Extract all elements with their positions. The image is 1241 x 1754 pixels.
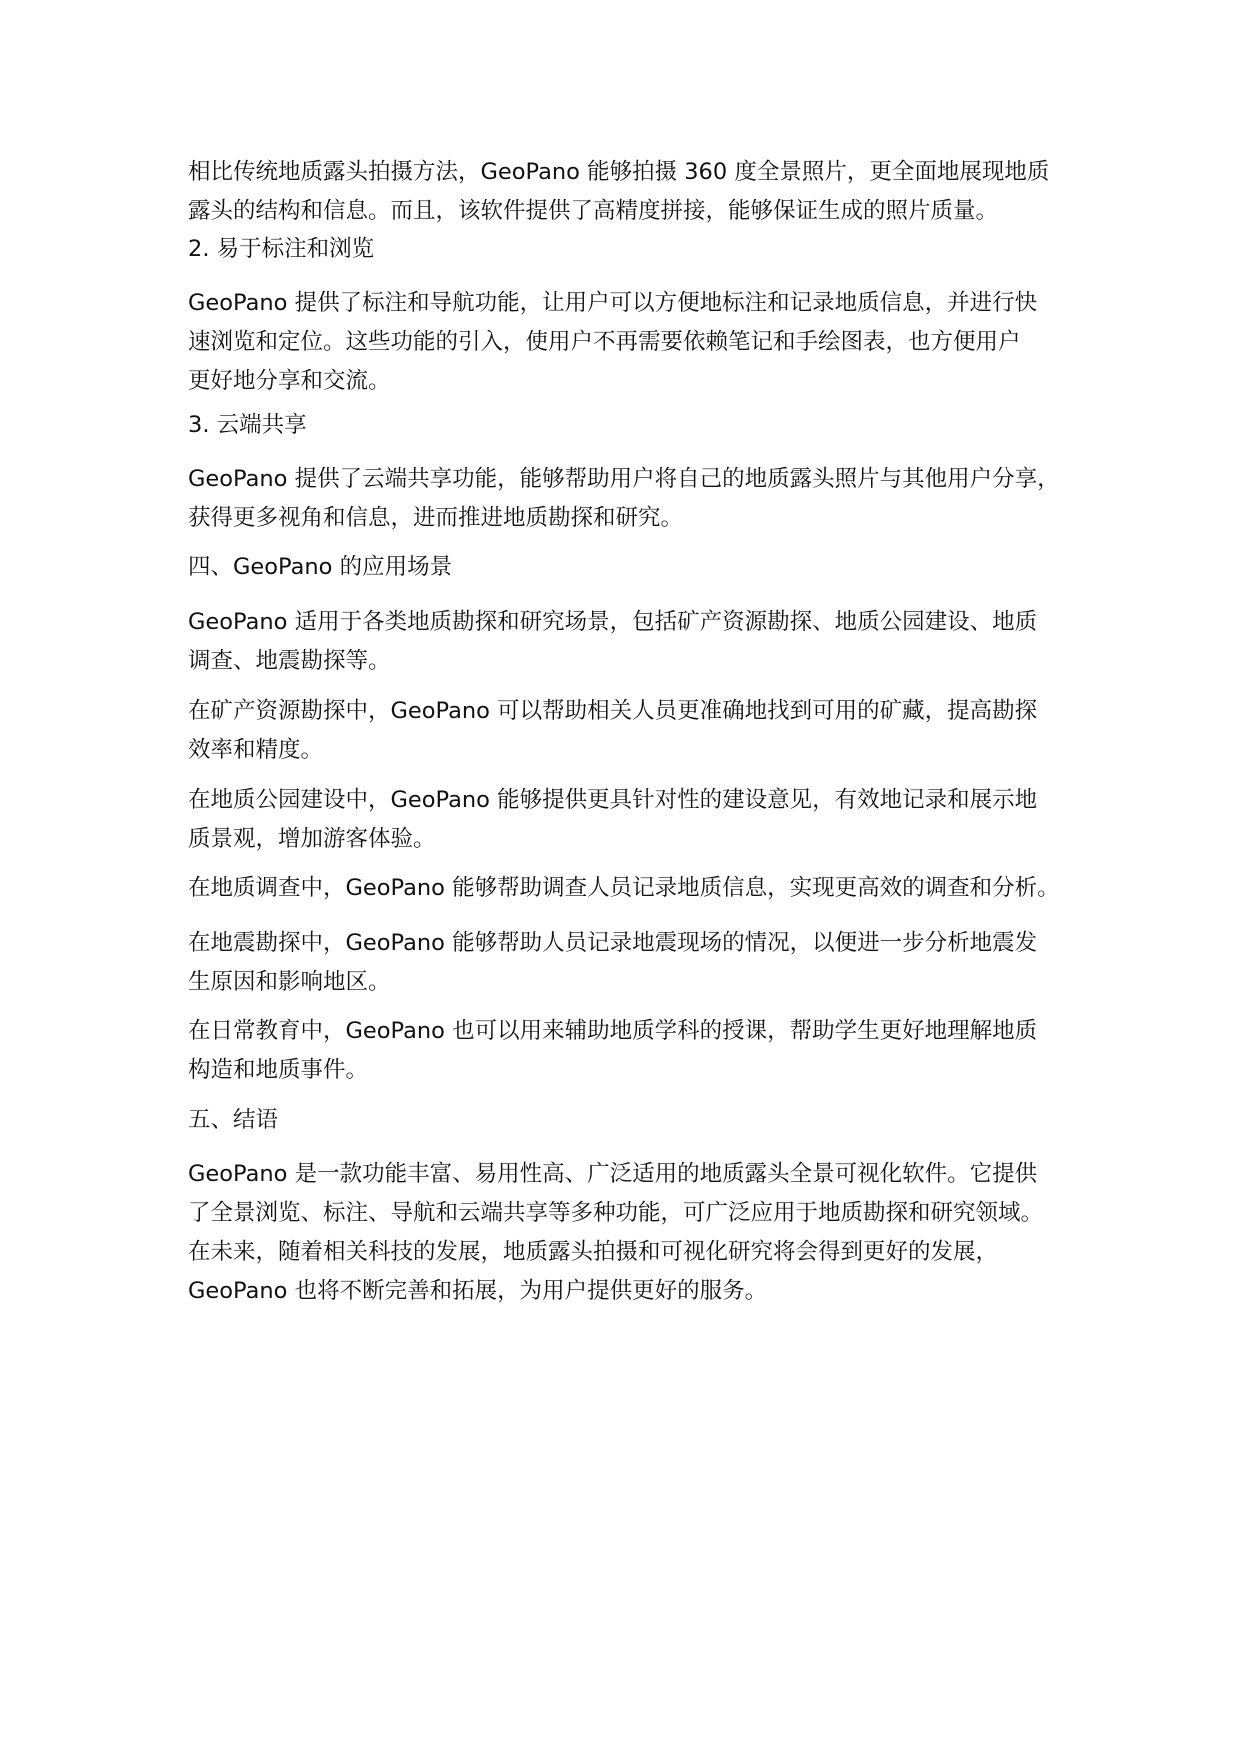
text-line: 调查、地震勘探等。 (188, 648, 391, 674)
text-line: GeoPano 也将不断完善和拓展，为用户提供更好的服务。 (188, 1278, 768, 1304)
text-line: 在未来，随着相关科技的发展，地质露头拍摄和可视化研究将会得到更好的发展， (188, 1239, 999, 1265)
text-line: 在矿产资源勘探中，GeoPano 可以帮助相关人员更准确地找到可用的矿藏，提高勘探 (188, 698, 1038, 724)
section-heading-cloud-sharing (188, 406, 1068, 445)
text-line: 构造和地质事件。 (188, 1057, 369, 1083)
text-line: 在地质调查中，GeoPano 能够帮助调查人员记录地质信息，实现更高效的调查和分析。 (188, 875, 1060, 901)
heading-text: 四、GeoPano 的应用场景 (188, 554, 453, 580)
text-line: 生原因和影响地区。 (188, 969, 391, 995)
paragraph-application-overview (188, 603, 1068, 681)
text-line: 露头的结构和信息。而且，该软件提供了高精度拼接，能够保证生成的照片质量。 (188, 198, 999, 224)
text-line: GeoPano 是一款功能丰富、易用性高、广泛适用的地质露头全景可视化软件。它提供 (188, 1161, 1038, 1187)
text-line: 更好地分享和交流。 (188, 368, 391, 394)
text-line: 在地震勘探中，GeoPano 能够帮助人员记录地震现场的情况，以便进一步分析地震发 (188, 930, 1038, 956)
text-line: 速浏览和定位。这些功能的引入，使用户不再需要依赖笔记和手绘图表，也方便用户 (188, 329, 1021, 355)
text-line: 在日常教育中，GeoPano 也可以用来辅助地质学科的授课，帮助学生更好地理解地质 (188, 1018, 1038, 1044)
text-line: 效率和精度。 (188, 737, 324, 763)
paragraph-geopark-construction (188, 781, 1068, 859)
text-line: 在地质公园建设中，GeoPano 能够提供更具针对性的建设意见，有效地记录和展示地 (188, 787, 1038, 813)
text-line: 相比传统地质露头拍摄方法，GeoPano 能够拍摄 360 度全景照片，更全面地展现地质 (188, 159, 1050, 185)
section-heading-annotation (188, 230, 1068, 269)
text-line: GeoPano 适用于各类地质勘探和研究场景，包括矿产资源勘探、地质公园建设、地质 (188, 609, 1038, 635)
section-heading-conclusion (188, 1101, 1068, 1140)
heading-text: 五、结语 (188, 1107, 279, 1133)
section-heading-applications (188, 548, 1068, 587)
text-line: 了全景浏览、标注、导航和云端共享等多种功能，可广泛应用于地质勘探和研究领域。 (188, 1200, 1044, 1226)
paragraph-education (188, 1012, 1068, 1090)
paragraph-cloud-sharing (188, 460, 1068, 538)
paragraph-mineral-exploration (188, 692, 1068, 770)
paragraph-capture-quality (188, 153, 1068, 231)
paragraph-conclusion (188, 1155, 1068, 1311)
paragraph-seismic-exploration (188, 924, 1068, 1002)
text-line: 质景观，增加游客体验。 (188, 826, 436, 852)
heading-text: 3. 云端共享 (188, 412, 307, 438)
text-line: GeoPano 提供了标注和导航功能，让用户可以方便地标注和记录地质信息，并进行快 (188, 290, 1038, 316)
heading-text: 2. 易于标注和浏览 (188, 236, 375, 262)
paragraph-annotation-navigation (188, 284, 1068, 401)
text-line: GeoPano 提供了云端共享功能，能够帮助用户将自己的地质露头照片与其他用户分享， (188, 466, 1060, 492)
paragraph-geological-survey (188, 869, 1068, 908)
text-line: 获得更多视角和信息，进而推进地质勘探和研究。 (188, 505, 684, 531)
